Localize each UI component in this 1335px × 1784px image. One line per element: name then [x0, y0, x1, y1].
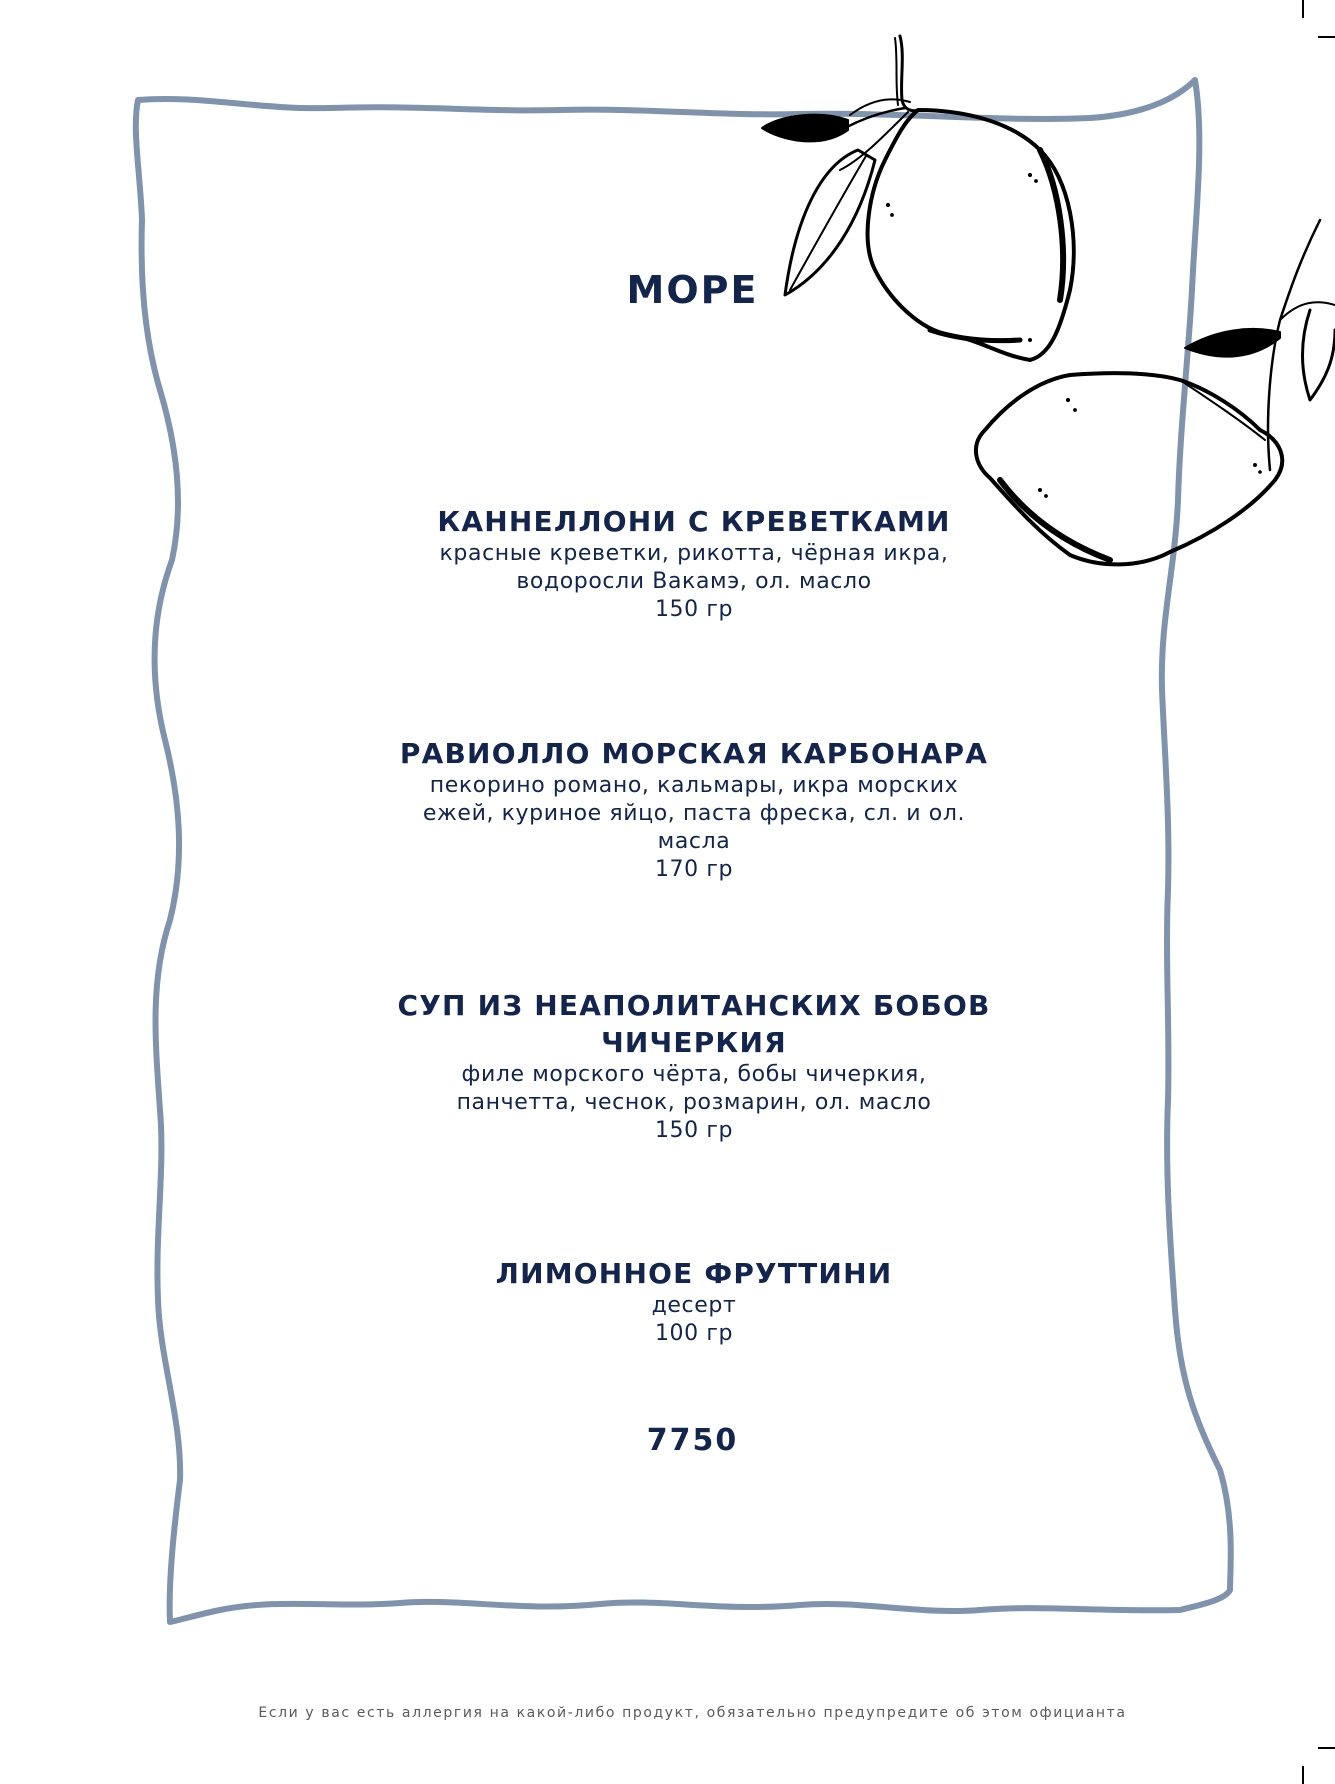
- dish-description: пекорино романо, кальмары, икра морских: [429, 773, 959, 798]
- crop-mark: [1302, 1766, 1304, 1784]
- set-price: 7750: [646, 1423, 739, 1458]
- dish-item: [334, 987, 1054, 1145]
- dish-description: масла: [657, 829, 731, 854]
- dish-weight: 170 гр: [654, 857, 734, 882]
- dish-name: РАВИОЛЛО МОРСКАЯ КАРБОНАРА: [399, 737, 989, 770]
- crop-mark: [1318, 1747, 1335, 1749]
- dish-item: [334, 735, 1054, 884]
- dish-name: ЛИМОННОЕ ФРУТТИНИ: [495, 1257, 893, 1290]
- dish-name: СУП ИЗ НЕАПОЛИТАНСКИХ БОБОВ: [397, 989, 991, 1022]
- dish-description: панчетта, чеснок, розмарин, ол. масло: [456, 1090, 932, 1115]
- crop-mark: [1318, 36, 1335, 38]
- dish-item: [334, 503, 1054, 624]
- dish-description: красные креветки, рикотта, чёрная икра,: [439, 541, 949, 566]
- dish-description: филе морского чёрта, бобы чичеркия,: [461, 1062, 927, 1087]
- dish-name: КАННЕЛЛОНИ С КРЕВЕТКАМИ: [437, 505, 951, 538]
- dish-description: водоросли Вакамэ, ол. масло: [516, 569, 872, 594]
- dish-weight: 150 гр: [654, 1118, 734, 1143]
- menu-title: МОРЕ: [626, 268, 759, 312]
- dish-item: [334, 1255, 1054, 1348]
- dish-name: ЧИЧЕРКИЯ: [601, 1026, 787, 1059]
- dish-weight: 100 гр: [654, 1321, 734, 1346]
- dish-description: десерт: [651, 1293, 737, 1318]
- crop-mark: [1302, 0, 1304, 18]
- dish-weight: 150 гр: [654, 597, 734, 622]
- allergy-note: Если у вас есть аллергия на какой-либо продукт, обязательно предупредите об этом официанта: [258, 1705, 1127, 1721]
- dish-description: ежей, куриное яйцо, паста фреска, сл. и ол.: [422, 801, 966, 826]
